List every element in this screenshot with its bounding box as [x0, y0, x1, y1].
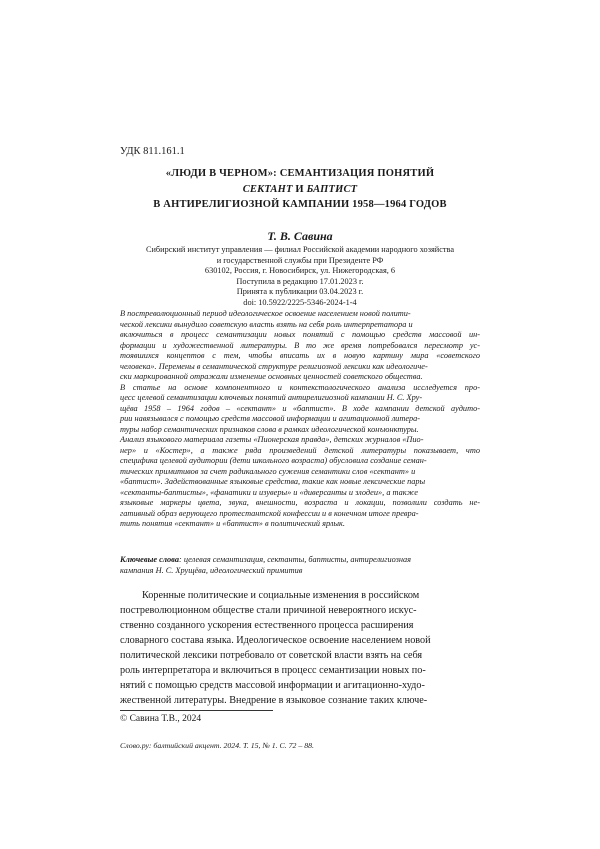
affiliation-block	[120, 245, 480, 308]
abstract-line: языковые маркеры цвета, звука, внешности, возраста и локации, позволили создать не-	[120, 498, 480, 507]
doi-link[interactable]: doi: 10.5922/2225-5346-2024-1-4	[243, 297, 357, 307]
abstract	[120, 309, 480, 530]
copyright-notice: © Савина Т.В., 2024	[120, 714, 202, 724]
author-name: Т. В. Савина	[267, 229, 333, 243]
received-date: Поступила в редакцию 17.01.2023 г.	[236, 276, 364, 286]
abstract-line: человека». Перемены в семантической структуре религиозной лексики как идеологиче-	[120, 361, 428, 371]
title-line-1: «ЛЮДИ В ЧЕРНОМ»: СЕМАНТИЗАЦИЯ ПОНЯТИЙ	[165, 168, 435, 179]
abstract-line: Анализ языкового материала газеты «Пионерская правда», детских журналов «Пио-	[120, 435, 424, 444]
affiliation-line: Сибирский институт управления — филиал Российской академии народного хозяйства	[145, 245, 455, 254]
title-line-2	[120, 182, 480, 198]
affiliation-line: и государственной службы при Президенте РФ	[216, 255, 384, 265]
abstract-line: «баптист». Задействованные языковые средства, такие как новые лексические пары	[120, 477, 426, 486]
abstract-line: нер» и «Костер», а также ряда произведений детской литературы показывает, что	[120, 445, 480, 455]
body-line: ственно созданного ускорения естественного процесса расширения	[120, 620, 414, 631]
udk-code: УДК 811.161.1	[120, 146, 185, 157]
body-line: Коренные политические и социальные изменения в российском	[142, 590, 420, 601]
keywords-block	[120, 555, 480, 576]
abstract-line: цесс целевой семантизации ключевых понятий антирелигиозной кампании Н. С. Хру-	[120, 393, 423, 402]
body-line: словарного состава языка. Идеологическое освоение населением новой	[120, 635, 431, 646]
body-line: постреволюционном обществе стали причиной невероятного искус-	[120, 605, 417, 616]
title-line-3: В АНТИРЕЛИГИОЗНОЙ КАМПАНИИ 1958—1964 ГОДОВ	[153, 199, 447, 210]
abstract-line: ческой лексики вынудило советскую власть взять на себя роль интерпретатора и	[120, 319, 413, 329]
abstract-line: специфика целевой аудитории (дети школьного возраста) обусловила создание семан-	[120, 456, 427, 465]
abstract-line: туры набор семантических признаков слова в рамках идеологической конъюнктуры.	[120, 424, 419, 434]
abstract-line: щёва 1958 – 1964 годов – «сектант» и «баптист». В ходе кампании детской аудито-	[120, 403, 480, 413]
abstract-line: включиться в процесс семантизации новых понятий с помощью средств массовой ин-	[120, 330, 480, 339]
abstract-line: ски маркированной отражали изменение основных ценностей советского общества.	[120, 372, 423, 381]
body-line: роль интерпретатора и включиться в процесс семантизации новых по-	[120, 665, 426, 676]
abstract-line: тить понятия «сектант» и «баптист» в политический ярлык.	[120, 519, 345, 528]
keywords-list: : целевая семантизация, сектанты, баптисты, антирелигиозная	[178, 555, 411, 564]
title-conjunction: И	[292, 183, 307, 195]
title-term-baptist: БАПТИСТ	[306, 183, 358, 195]
body-line: нятий с помощью средств массовой информации и агитационно-худо-	[120, 680, 425, 691]
abstract-line: тических примитивов за счет радикального сужения семантики слов «сектант» и	[120, 466, 416, 476]
abstract-line: рии навязывался с помощью средств массовой информации и агитационной литера-	[120, 414, 421, 423]
abstract-line: формации и художественной литературы. В то же время потребовался пересмотр ус-	[120, 340, 480, 350]
keywords-line: кампания Н. С. Хрущёва, идеологический примитив	[120, 565, 303, 575]
body-line: политической лексики потребовало от советской власти взять на себя	[120, 650, 423, 661]
keywords-label: Ключевые слова	[120, 555, 179, 564]
journal-citation: Слово.ру: балтийский акцент. 2024. Т. 15, № 1. С. 72 – 88.	[120, 741, 314, 750]
affiliation-address: 630102, Россия, г. Новосибирск, ул. Нижегородская, 6	[204, 266, 396, 275]
abstract-line: гативный образ верующего протестантской конфессии и в конечном итоге превра-	[120, 508, 419, 518]
abstract-line: тоявшихся концептов с тем, чтобы вписать их в новую картину мира «советского	[120, 351, 480, 360]
abstract-line: В постреволюционный период идеологическое освоение населением новой полити-	[120, 309, 411, 318]
body-line: жественной литературы. Внедрение в языковое сознание таких ключе-	[120, 695, 428, 706]
keywords-line	[120, 555, 480, 566]
abstract-line: В статье на основе компонентного и контекстологического анализа исследуется про-	[120, 382, 480, 392]
article-title	[120, 166, 480, 213]
title-term-sektant: СЕКТАНТ	[242, 183, 293, 195]
footnote-divider	[120, 710, 273, 711]
abstract-line: «сектанты-баптисты», «фанатики и изуверы» и «диверсанты и злодеи», а также	[120, 487, 418, 497]
body-text	[120, 588, 480, 708]
accepted-date: Принята к публикации 03.04.2023 г.	[236, 287, 364, 296]
